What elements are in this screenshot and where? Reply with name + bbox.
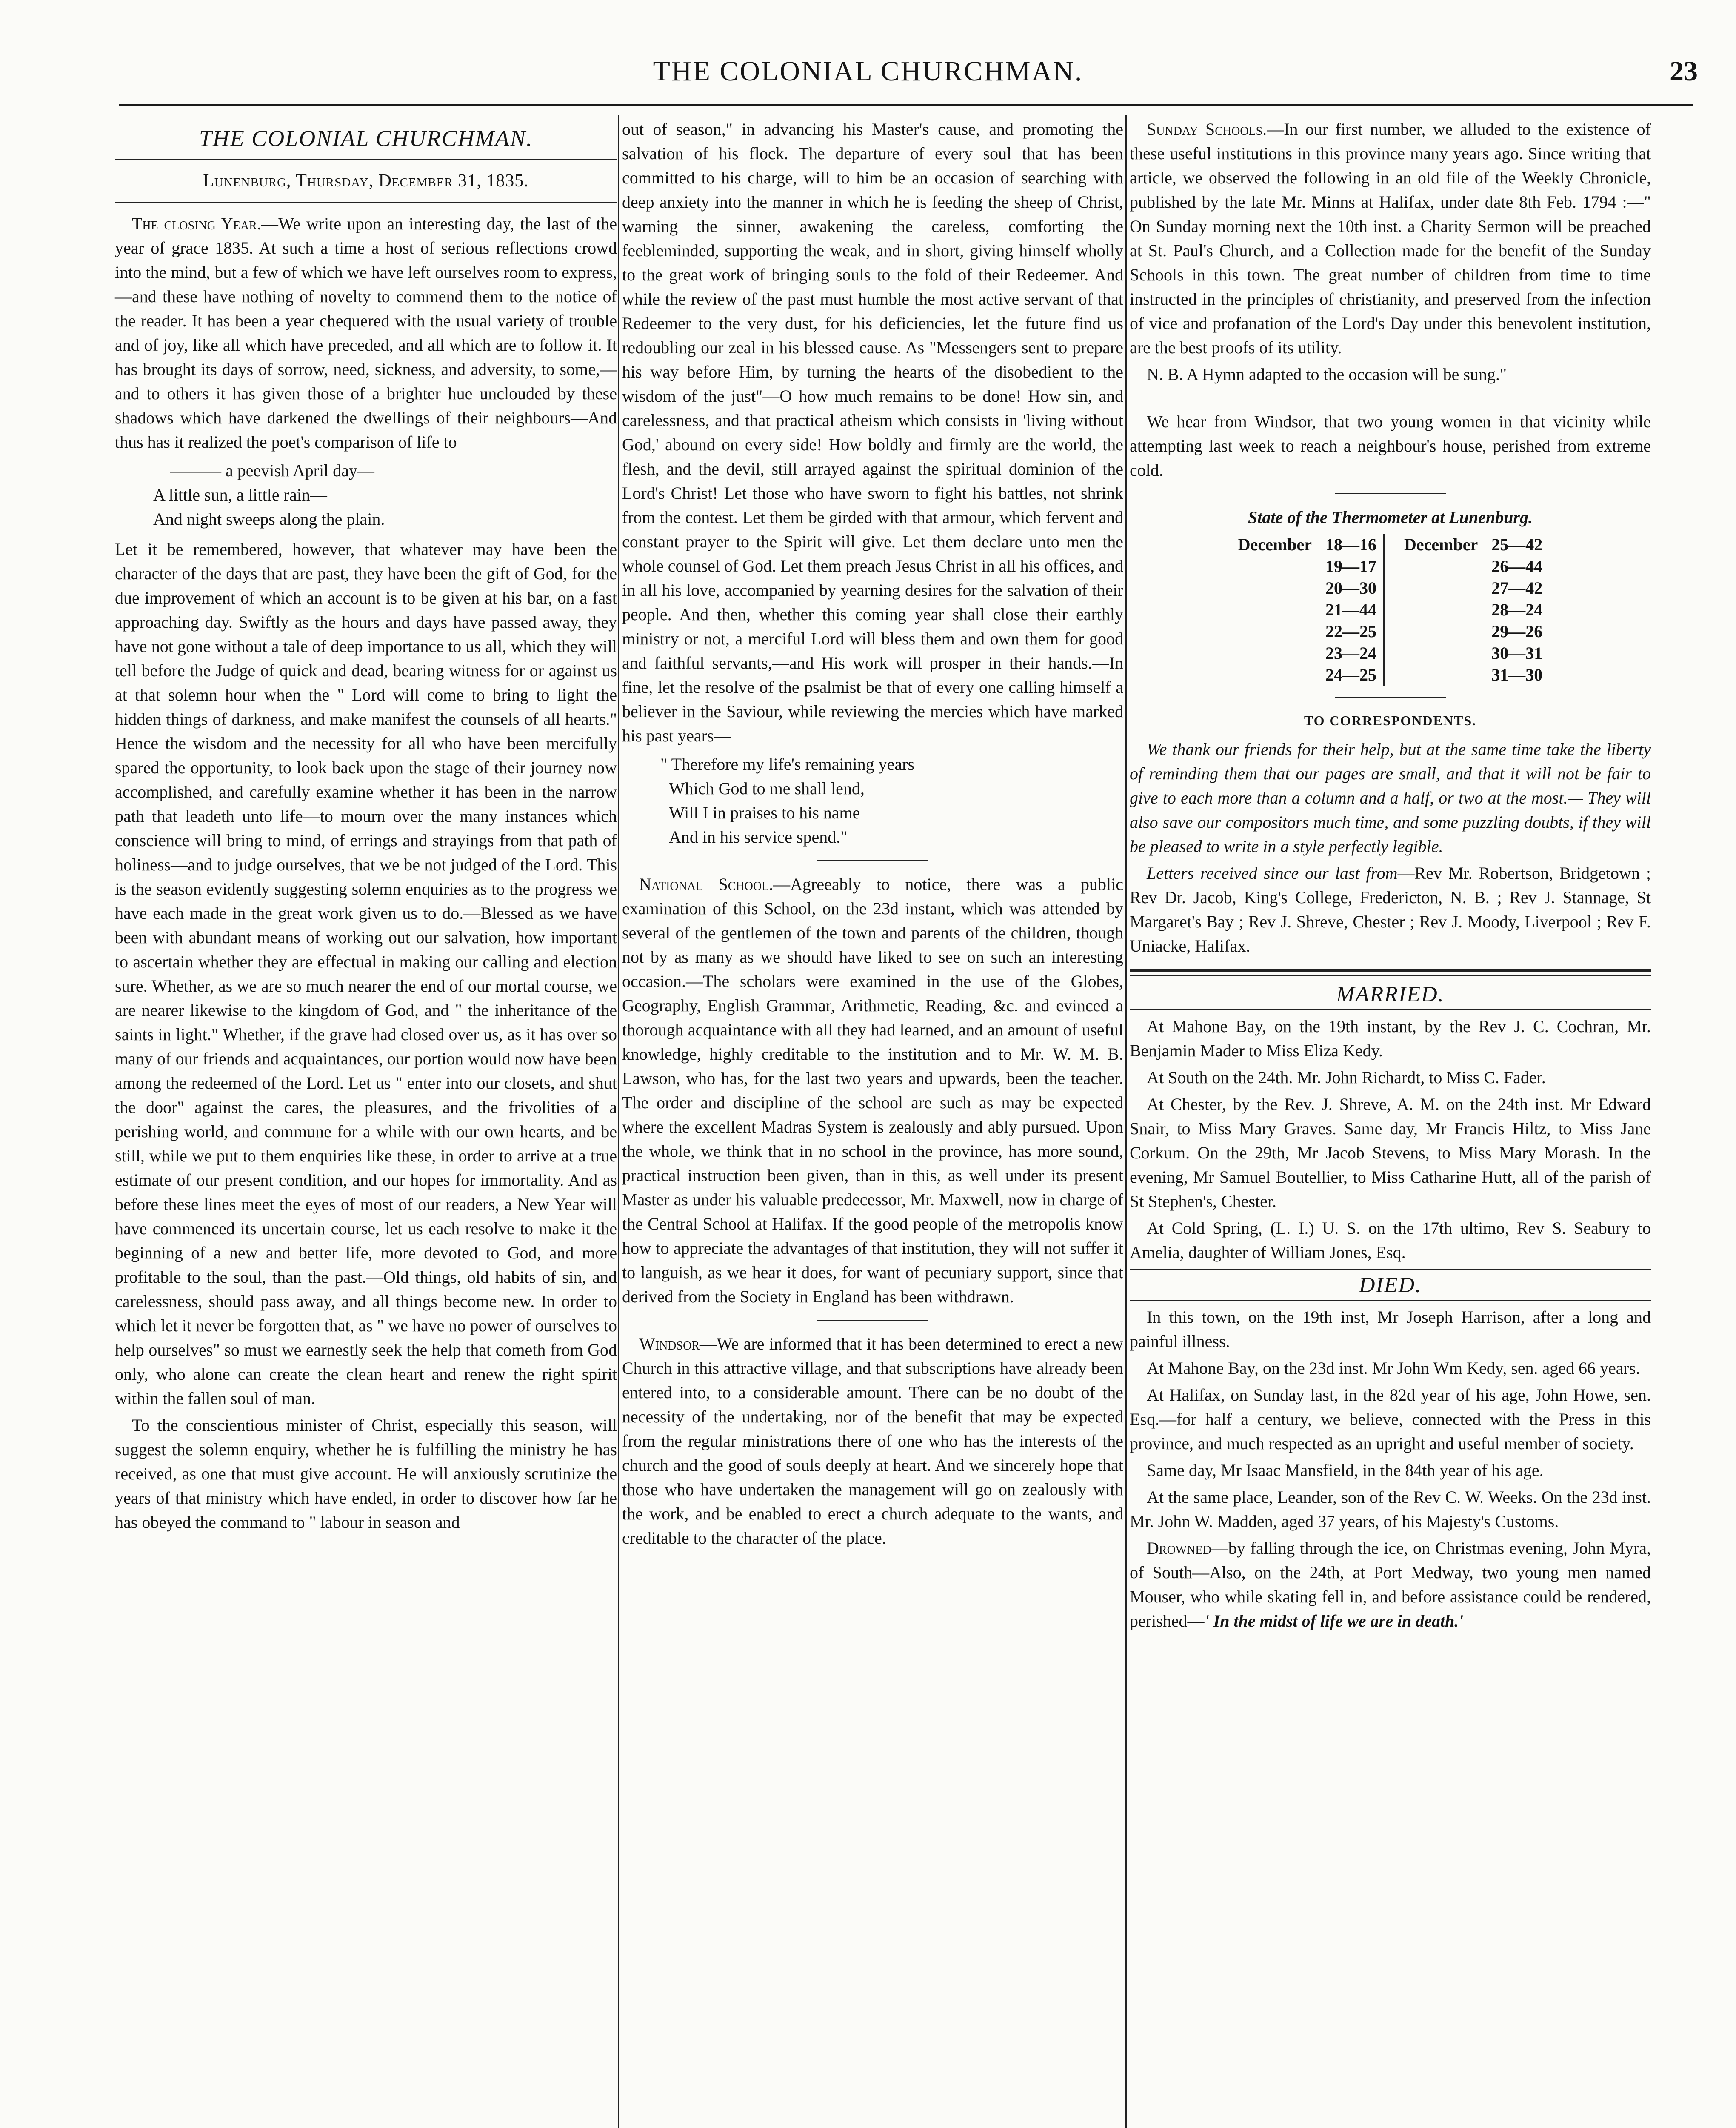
article-windsor — [622, 1332, 1123, 1550]
thermometer-reading: 20—30 — [1325, 578, 1376, 598]
verse-line: Will I in praises to his name — [669, 803, 860, 822]
article-heading: Windsor — [639, 1334, 700, 1353]
divider — [1335, 697, 1446, 698]
drowned-notice — [1130, 1536, 1651, 1633]
paper-title: THE COLONIAL CHURCHMAN. — [199, 126, 533, 151]
correspondents-heading: TO CORRESPONDENTS. — [1304, 713, 1477, 728]
article-text: out of season," in advancing his Master's cause, and promoting the salvation of his flock. The departure of every soul that has been committed to his charge, will to him be an occasion of searching with deep anxiety into the manner in which he is feeding the sheep of Christ, warning the sinner, awakening the careless, comforting the feebleminded, supporting the weak, and in short, giving himself wholly to the great work of bringing souls to the fold of their Redeemer. And while the review of the past must humble the most active servant of that Redeemer to the very dust, for his deficiencies, let the future find us redoubling our zeal in his blessed cause. As "Messengers sent to prepare his way before Him, by turning the hearts of the disobedient to the wisdom of the just"—O how much remains to be done! How sin, and carelessness, and that practical atheism which consists in 'living without God,' abound on every side! How boldly and firmly are the world, the flesh, and the devil, still arrayed against the spiritual dominion of the Lord's Christ! Let those who have sworn to fight his battles, not shrink from the contest. Let them be girded with that armour, which fervent and constant prayer to the Spirit will give. Let them declare unto men the whole counsel of God. Let them preach Jesus Christ in all his offices, and in all his love, accompanied by yearning desires for the salvation of their people. And then, whether this coming year shall close their earthly ministry or not, a merciful Lord will bless them and own them for good and faithful servants,—and His work will prosper in their hands.—In fine, let the resolve of the psalmist be that of every one calling himself a believer in the Saviour, while reviewing the mercies which have marked his past years— — [622, 120, 1123, 745]
marriage-notice: At Cold Spring, (L. I.) U. S. on the 17th ultimo, Rev S. Seabury to Amelia, daughter of William Jones, Esq. — [1130, 1218, 1651, 1262]
verse-line: Which God to me shall lend, — [669, 779, 865, 798]
thermometer-separator — [1384, 534, 1398, 686]
article-text: Let it be remembered, however, that whatever may have been the character of the days that are past, they have been the gift of God, for the due improvement of which an account is to be given at his bar, on a fast approaching day. Swiftly as the hours and days have passed away, they have not gone without a tale of deep importance to us all, which they will tell before the Judge of quick and dead, bearing witness for or against us at that solemn hour when the " Lord will come to bring to light the hidden things of darkness, and make manifest the counsels of all hearts." Hence the wisdom and the necessity for all who have been mercifully spared the opportunity, to look back upon the stage of their journey now accomplished, and carefully examine whether it has been in the narrow path that leadeth unto life—to mourn over the many instances which conscience will bring to mind, of errings and strayings from that path of holiness—and to judge ourselves, that we be not judged of the Lord. This is the season evidently suggesting solemn enquiries as to the progress we have each made in the great work given us to do.—Blessed as we have been with abundant means of working out our salvation, how important to ascertain whether they are effectual in making our calling and election sure. Whether, as we are so much nearer the end of our mortal course, we are nearer likewise to the kingdom of God, and " the inheritance of the saints in light." Whether, if the grave had closed over us, as it has over so many of our friends and acquaintances, our portion would now have been among the redeemed of the Lord. Let us " enter into our closets, and shut the door" against the cares, the pleasures, and the frivolities of a perishing world, and commune for a while with our own hearts, and be still, while we put to them enquiries like these, in order to arrive at a true estimate of our present condition, and our hopes for immortality. And as before these lines meet the eyes of most of our readers, a New Year will have commenced its uncertain course, let us each resolve to make it the beginning of a new and better life, more devoted to God, and more profitable to the soul, than the past.—Old things, old habits of sin, and carelessness, should pass away, and all things become new. In order to which let it never be forgotten that, as " we have no power of ourselves to help ourselves" so must we earnestly seek the help that cometh from God only, who alone can create the clean heart and renew the right spirit within the fallen soul of man. — [115, 540, 617, 1408]
correspondents-text: We thank our friends for their help, but at the same time take the liberty of reminding them that our pages are small, and that it will not be fair to give to each more than a column and a half, or two at the most.— They will also save our compositors much time, and some puzzling doubts, if they will be pleased to write in a style perfectly legible. — [1130, 740, 1651, 856]
article-text: —In our first number, we alluded to the existence of these useful institutions in this province many years ago. Since writing that article, we observed the following in an old file of the Weekly Chronicle, published by the late Mr. Minns at Halifax, under date 8th Feb. 1794 :—" On Sunday morning next the 10th inst. a Charity Sermon will be preached at St. Paul's Church, and a Collection made for the benefit of the Sunday Schools in this town. The great number of children from time to time instructed in the principles of christianity, and preserved from the infection of vice and profanation of the Lord's Day under this benevolent institution, are the best proofs of its utility. — [1130, 120, 1651, 357]
article-text: —We write upon an interesting day, the last of the year of grace 1835. At such a time a host of serious reflections crowd into the mind, but a few of which we have left ourselves room to express,—and these have nothing of novelty to commend them to the notice of the reader. It has been a year chequered with the usual variety of trouble and of joy, like all which have preceded, and all which are to follow it. It has brought its days of sorrow, need, sickness, and adversity, to some,—and to others it has given those of a brighter hue unclouded by these shadows which have darkened the dwellings of their neighbours—And thus has it realized the poet's comparison of life to — [115, 214, 617, 452]
death-notice: At Mahone Bay, on the 23d inst. Mr John Wm Kedy, sen. aged 66 years. — [1147, 1359, 1640, 1378]
dateline: Lunenburg, Thursday, December 31, 1835. — [203, 171, 529, 191]
article-text: —Agreeably to notice, there was a public examination of this School, on the 23d instant, which was attended by several of the gentlemen of the town and parents of the children, though not by as many as we should have liked to see on such an interesting occasion.—The scholars were examined in the use of the Globes, Geography, English Grammar, Arithmetic, Reading, &c. and evinced a thorough acquaintance with all they had learned, and an amount of useful knowledge, highly creditable to the institution and to Mr. W. M. B. Lawson, who has, for the last two years and upwards, been the teacher. The order and discipline of the school are such as may be expected where the excellent Madras System is zealously and ably pursued. Upon the whole, we think that in no school in the province, has more sound, practical instruction been given, than in this, as well under its present Master as under his valuable predecessor, Mr. Maxwell, now in charge of the Central School at Halifax. If the good people of the metropolis know how to appreciate the advantages of that institution, they will not suffer it to languish, as we hear it does, for want of pecuniary support, since that derived from the Society in England has been withdrawn. — [622, 875, 1124, 1306]
page-number: 23 — [1670, 56, 1698, 87]
thermometer-reading: 27—42 — [1491, 578, 1543, 598]
closing-quote: ' In the midst of life we are in death.' — [1204, 1611, 1464, 1630]
thermometer-reading: 26—44 — [1491, 557, 1543, 576]
divider — [1130, 1300, 1651, 1301]
running-title: THE COLONIAL CHURCHMAN. — [653, 56, 1083, 87]
verse-line: A little sun, a little rain— — [153, 485, 327, 504]
thermometer-title: State of the Thermometer at Lunenburg. — [1248, 508, 1533, 527]
article-heading: Sunday Schools. — [1147, 120, 1267, 139]
column-rule-2 — [1125, 115, 1127, 2128]
section-rule — [1130, 969, 1651, 976]
thermometer-reading: 31—30 — [1491, 665, 1543, 684]
letters-list: —Rev Mr. Robertson, Bridgetown ; Rev Dr. Jacob, King's College, Fredericton, N. B. ; Rev J. Stannage, St Margaret's Bay ; Rev J. Shreve, Chester ; Rev J. Moody, Liverpool ; Rev F. Uniacke, Halifax. — [1130, 864, 1651, 955]
thermometer-reading: 29—26 — [1491, 622, 1543, 641]
thermometer-reading: 23—24 — [1325, 644, 1376, 663]
hymn-quote — [660, 752, 1123, 849]
marriage-notice: At Mahone Bay, on the 19th instant, by the Rev J. C. Cochran, Mr. Benjamin Mader to Miss Eliza Kedy. — [1130, 1017, 1651, 1060]
verse-line: " Therefore my life's remaining years — [660, 755, 915, 774]
thermometer-month: December — [1238, 535, 1312, 554]
thermometer-table — [1231, 534, 1549, 686]
letters-received — [1130, 861, 1651, 958]
verse-line: ——— a peevish April day— — [170, 461, 374, 480]
death-notice: At the same place, Leander, son of the Rev C. W. Weeks. On the 23d inst. Mr. John W. Madden, aged 37 years, of his Majesty's Customs. — [1130, 1487, 1651, 1531]
divider — [817, 1320, 928, 1321]
column-1 — [115, 117, 617, 1537]
died-heading: DIED. — [1359, 1273, 1422, 1297]
divider — [1335, 493, 1446, 494]
thermometer-month: December — [1404, 535, 1478, 554]
death-notice: In this town, on the 19th inst, Mr Joseph Harrison, after a long and painful illness. — [1130, 1307, 1651, 1351]
death-notice: Same day, Mr Isaac Mansfield, in the 84th year of his age. — [1147, 1461, 1544, 1480]
column-2 — [622, 117, 1123, 1553]
divider — [115, 202, 617, 203]
verse-quote — [153, 458, 617, 531]
top-rule — [119, 104, 1693, 106]
article-heading: Drowned — [1147, 1539, 1211, 1558]
article-national-school — [622, 872, 1123, 1309]
column-rule-1 — [618, 115, 619, 2128]
married-heading: MARRIED. — [1336, 982, 1445, 1007]
verse-line: And night sweeps along the plain. — [153, 509, 385, 529]
thermometer-reading: 22—25 — [1325, 622, 1376, 641]
thermometer-readings — [1319, 534, 1384, 686]
thermometer-reading: 18—16 — [1325, 535, 1376, 554]
divider — [1130, 1269, 1651, 1270]
marriage-notice: At South on the 24th. Mr. John Richardt, to Miss C. Fader. — [1147, 1068, 1546, 1087]
article-sunday-schools — [1130, 117, 1651, 360]
thermometer-reading: 21—44 — [1325, 600, 1376, 619]
verse-line: And in his service spend." — [669, 827, 848, 847]
column-3 — [1130, 117, 1651, 1636]
thermometer-reading: 24—25 — [1325, 665, 1376, 684]
divider — [1130, 1009, 1651, 1010]
thermometer-reading: 28—24 — [1491, 600, 1543, 619]
marriage-notice: At Chester, by the Rev. J. Shreve, A. M. on the 24th inst. Mr Edward Snair, to Miss Mary Graves. Same day, Mr Francis Hiltz, to Miss Jane Corkum. On the 29th, Mr Jacob Stevens, to Miss Mary Morash. In the evening, Mr Samuel Boutellier, to Miss Catharine Hutt, all of the parish of St Stephen's, Chester. — [1130, 1095, 1651, 1211]
article-text: —by falling through the ice, on Christmas evening, John Myra, of South—Also, on the 24th, at Port Medway, two young men named Mouser, who while skating fell in, and before assistance could be rendered, perished— — [1130, 1539, 1651, 1630]
article-closing-year — [115, 212, 617, 454]
letters-lead: Letters received since our last from — [1147, 864, 1398, 883]
thermometer-readings — [1485, 534, 1549, 686]
thermometer-reading: 30—31 — [1491, 644, 1543, 663]
divider — [817, 860, 928, 861]
death-notice: At Halifax, on Sunday last, in the 82d year of his age, John Howe, sen. Esq.—for half a century, we believe, connected with the Press in this province, and much respected as an upright and useful member of society. — [1130, 1385, 1651, 1453]
thermometer-reading: 25—42 — [1491, 535, 1543, 554]
article-text: —We are informed that it has been determined to erect a new Church in this attractive village, and that subscriptions have already been entered into, to a considerable amount. There can be no doubt of the necessity of the undertaking, nor of the benefit that may be expected from the regular ministrations there of one who has the interests of the church and the good of souls deeply at heart. And we sincerely hope that those who have undertaken the management will go on zealously with the work, and be enabled to erect a church adequate to the wants, and creditable to the character of the place. — [622, 1334, 1123, 1547]
article-text: To the conscientious minister of Christ, especially this season, will suggest the solemn enquiry, whether he is fulfilling the ministry he has received, as one that must give account. He will anxiously scrutinize the years of that ministry which have ended, in order to discover how far he has obeyed the command to " labour in season and — [115, 1416, 617, 1532]
article-note: N. B. A Hymn adapted to the occasion will be sung." — [1147, 365, 1507, 384]
thermometer-reading: 19—17 — [1325, 557, 1376, 576]
divider — [115, 159, 617, 160]
article-heading: National School. — [639, 875, 774, 894]
masthead — [0, 55, 1736, 102]
article-heading: The closing Year. — [132, 214, 261, 233]
article-windsor-note: We hear from Windsor, that two young women in that vicinity while attempting last week to reach a neighbour's house, perished from extreme cold. — [1130, 412, 1651, 480]
